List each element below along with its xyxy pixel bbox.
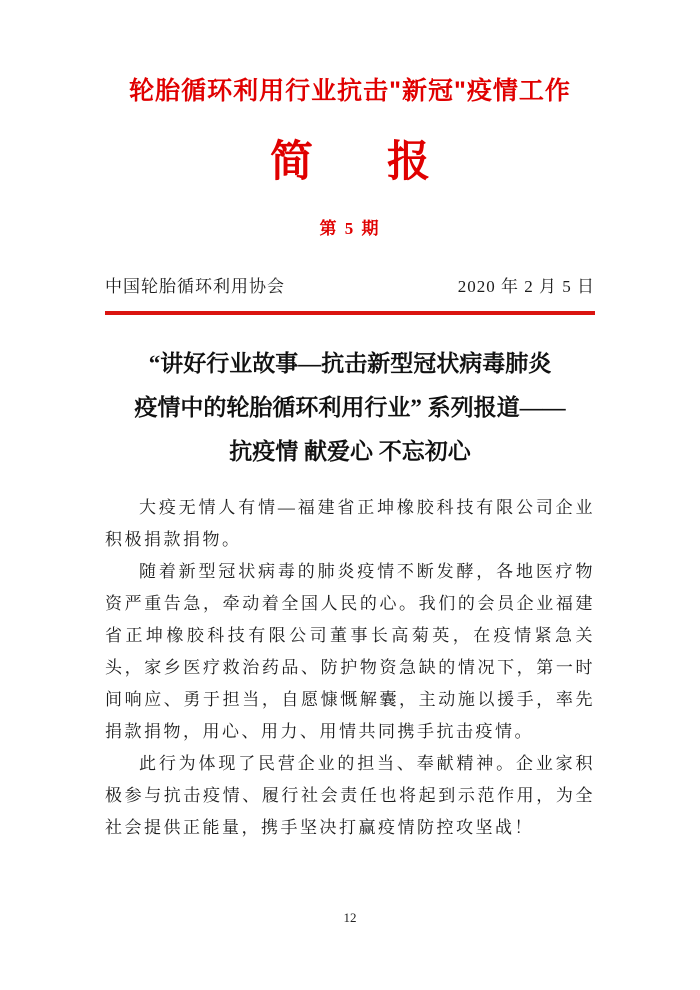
article-paragraph: 大疫无情人有情—福建省正坤橡胶科技有限公司企业积极捐款捐物。 [105,497,595,549]
meta-row [105,272,595,297]
publishing-organization: 中国轮胎循环利用协会 [105,276,285,296]
article-title-line-3: 抗疫情 献爱心 不忘初心 [229,438,471,464]
article-title [105,342,595,474]
masthead-subject-line: 轮胎循环利用行业抗击"新冠"疫情工作 [129,77,571,105]
masthead-divider-rule [105,311,595,315]
masthead-title-char-1: 简 [270,138,313,187]
article-paragraph: 随着新型冠状病毒的肺炎疫情不断发酵，各地医疗物资严重告急，牵动着全国人民的心。我们的会员企业福建省正坤橡胶科技有限公司董事长高菊英，在疫情紧急关头，家乡医疗救治药品、防护物资急缺的情况下，第一时间响应、勇于担当，自愿慷慨解囊，主动施以援手，率先捐款捐物，用心、用力、用情共同携手抗击疫情。 [105,561,595,741]
masthead-title [105,137,595,189]
article-body [105,492,595,844]
page-number: 12 [343,910,357,925]
article-title-line-2: 疫情中的轮胎循环利用行业” 系列报道—— [134,394,566,420]
publication-date: 2020 年 2 月 5 日 [457,276,595,296]
article-title-line-1: “讲好行业故事—抗击新型冠状病毒肺炎 [148,350,552,376]
article-paragraph: 此行为体现了民营企业的担当、奉献精神。企业家积极参与抗击疫情、履行社会责任也将起到示范作用，为全社会提供正能量，携手坚决打赢疫情防控攻坚战！ [105,753,595,837]
issue-number: 第 5 期 [319,218,381,238]
masthead-title-char-2: 报 [387,138,430,187]
